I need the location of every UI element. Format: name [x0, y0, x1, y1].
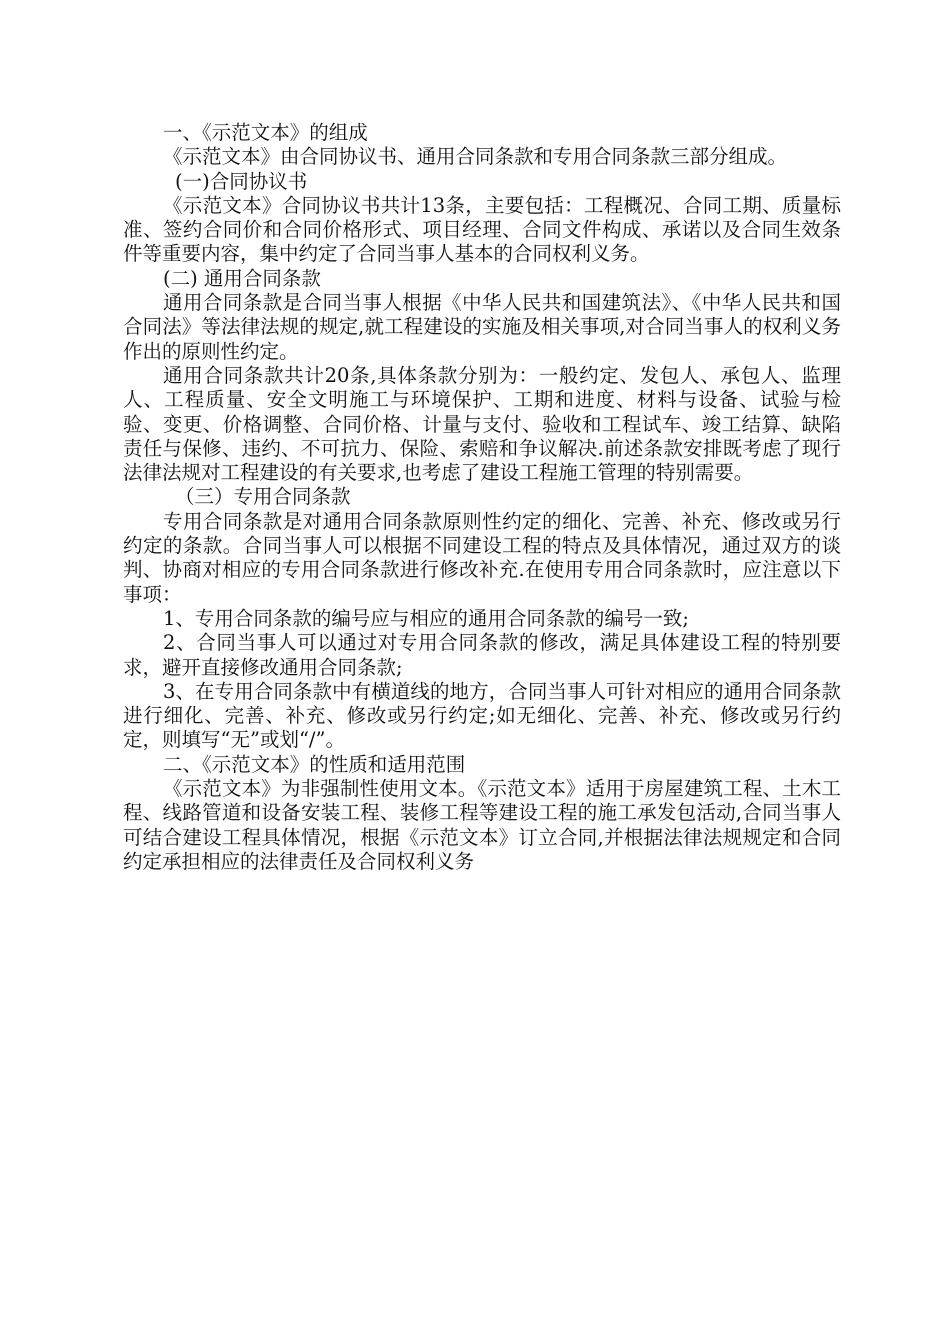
list-item-note-2: 2、合同当事人可以通过对专用合同条款的修改，满足具体建设工程的特别要求，避开直接修改通用合同条款; [123, 631, 841, 679]
paragraph-agreement: 《示范文本》合同协议书共计13条，主要包括：工程概况、合同工期、质量标准、签约合同价和合同价格形式、项目经理、合同文件构成、承诺以及合同生效条件等重要内容，集中约定了合同当事人基本的合同权利义务。 [123, 193, 841, 266]
document-body [123, 121, 841, 874]
subsection-heading-general-terms: (二) 通用合同条款 [163, 266, 321, 290]
section-heading-composition: 一、《示范文本》的组成 [163, 121, 368, 144]
paragraph-general-terms-definition: 通用合同条款是合同当事人根据《中华人民共和国建筑法》、《中华人民共和国合同法》等法律法规的规定,就工程建设的实施及相关事项,对合同当事人的权利义务作出的原则性约定。 [123, 291, 841, 363]
subsection-heading-special-terms: （三）专用合同条款 [175, 485, 351, 509]
paragraph-general-terms-list: 通用合同条款共计20条,具体条款分别为：一般约定、发包人、承包人、监理人、工程质量、安全文明施工与环境保护、工期和进度、材料与设备、试验与检验、变更、价格调整、合同价格、计量与支付、验收和工程试车、竣工结算、缺陷责任与保修、违约、不可抗力、保险、索赔和争议解决.前述条款安排既考虑了现行法律法规对工程建设的有关要求,也考虑了建设工程施工管理的特别需要。 [123, 363, 841, 485]
list-item-note-3: 3、在专用合同条款中有横道线的地方，合同当事人可针对相应的通用合同条款进行细化、完善、补充、修改或另行约定;如无细化、完善、补充、修改或另行约定，则填写“无”或划“/”。 [123, 679, 841, 752]
paragraph-composition-intro: 《示范文本》由合同协议书、通用合同条款和专用合同条款三部分组成。 [163, 145, 788, 169]
list-item-note-1: 1、专用合同条款的编号应与相应的通用合同条款的编号一致; [163, 606, 689, 630]
section-heading-nature-scope: 二、《示范文本》的性质和适用范围 [163, 752, 466, 776]
subsection-heading-agreement: (一)合同协议书 [175, 169, 308, 193]
paragraph-nature-scope: 《示范文本》为非强制性使用文本。《示范文本》适用于房屋建筑工程、土木工程、线路管道和设备安装工程、装修工程等建设工程的施工承发包活动,合同当事人可结合建设工程具体情况，根据《示范文本》订立合同,并根据法律法规规定和合同约定承担相应的法律责任及合同权利义务 [123, 777, 841, 873]
paragraph-special-terms-definition: 专用合同条款是对通用合同条款原则性约定的细化、完善、补充、修改或另行约定的条款。合同当事人可以根据不同建设工程的特点及具体情况，通过双方的谈判、协商对相应的专用合同条款进行修改补充.在使用专用合同条款时，应注意以下事项： [123, 509, 841, 606]
